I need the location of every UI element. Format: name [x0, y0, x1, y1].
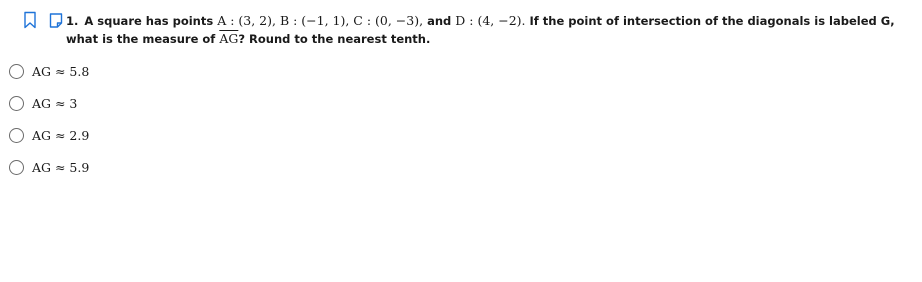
- points-abc-math: A : (3, 2), B : (−1, 1), C : (0, −3),: [217, 13, 424, 28]
- bookmark-icon[interactable]: [22, 11, 38, 29]
- radio-button[interactable]: [9, 96, 24, 111]
- answer-option-1[interactable]: [9, 55, 89, 87]
- radio-button[interactable]: [9, 64, 24, 79]
- answer-option-label: AG ≈ 2.9: [32, 127, 90, 143]
- edit-note-icon[interactable]: [48, 11, 64, 29]
- answer-option-label: AG ≈ 3: [32, 95, 78, 111]
- radio-button[interactable]: [9, 128, 24, 143]
- answer-option-label: AG ≈ 5.8: [32, 63, 90, 79]
- point-d-math: D : (4, −2).: [455, 13, 526, 28]
- question-text-part2: and: [423, 14, 456, 28]
- answer-options: [9, 55, 89, 183]
- answer-option-label: AG ≈ 5.9: [32, 159, 90, 175]
- answer-option-4[interactable]: [9, 151, 89, 183]
- question-number: 1.: [66, 14, 79, 28]
- question-text: [66, 12, 906, 48]
- question-text-part4: ? Round to the nearest tenth.: [238, 32, 431, 46]
- question-text-part3: If the point of intersection of the diagonals is labeled G, what is the measure of: [66, 14, 895, 46]
- question-text-part1: A square has points: [84, 14, 218, 28]
- segment-ag-math: $\overline{AG}$: [219, 31, 239, 46]
- question-tools: [22, 11, 64, 29]
- answer-option-3[interactable]: [9, 119, 89, 151]
- answer-option-2[interactable]: [9, 87, 89, 119]
- radio-button[interactable]: [9, 160, 24, 175]
